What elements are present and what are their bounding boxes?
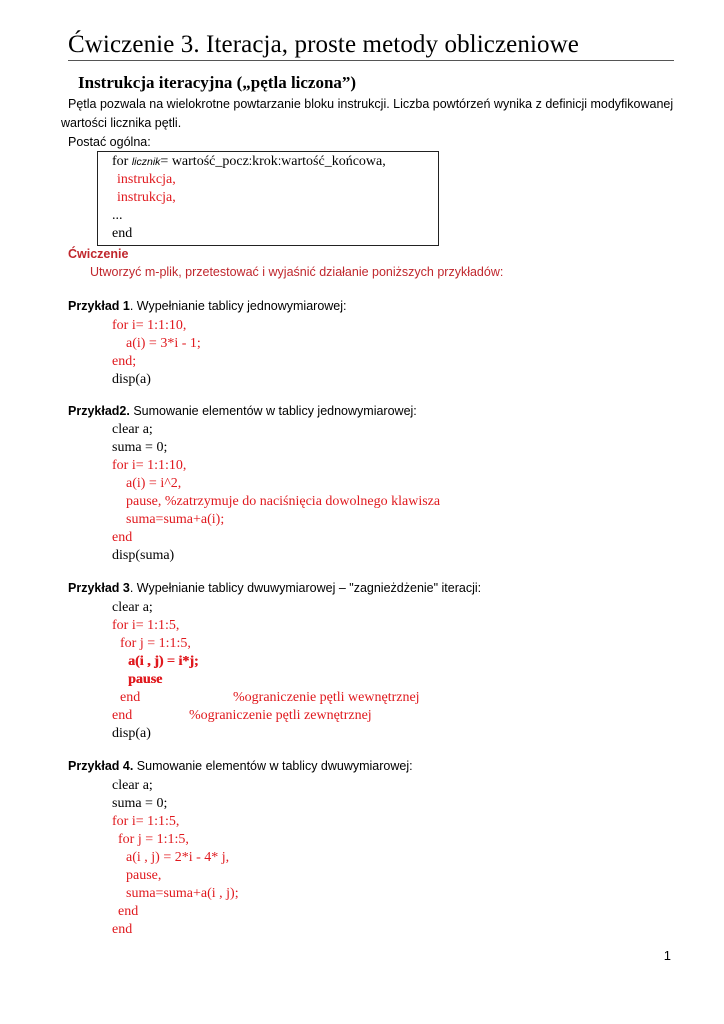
code-line: end [118, 904, 139, 919]
counter-text: licznik [131, 156, 161, 168]
code-line: a(i) = i^2, [126, 476, 182, 491]
general-form-line-4: ... [112, 208, 123, 223]
general-form-line-2: instrukcja, [117, 172, 176, 187]
code-line: for i= 1:1:5, [112, 618, 180, 633]
code-line: for j = 1:1:5, [120, 636, 191, 651]
code-comment: %ograniczenie pętli zewnętrznej [189, 708, 372, 723]
code-line: suma=suma+a(i , j); [126, 886, 239, 901]
page-number: 1 [663, 948, 671, 963]
example-4-desc: Sumowanie elementów w tablicy dwuwymiarowej: [133, 759, 413, 773]
general-form-label: Postać ogólna: [68, 135, 151, 149]
code-line: suma = 0; [112, 440, 168, 455]
code-line: a(i , j) = 2*i - 4* j, [126, 850, 230, 865]
code-line: disp(a) [112, 372, 151, 387]
example-1-desc: . Wypełnianie tablicy jednowymiarowej: [129, 299, 347, 313]
code-line: pause [128, 672, 163, 687]
general-form-line-3: instrukcja, [117, 190, 176, 205]
end-value-text: wartość_końcowa, [281, 154, 386, 169]
code-line: clear a; [112, 600, 153, 615]
code-line: for i= 1:1:10, [112, 318, 187, 333]
step-text: krok [252, 154, 278, 169]
code-line: end; [112, 354, 137, 369]
code-line: disp(suma) [112, 548, 175, 563]
example-2-heading [68, 404, 417, 418]
exercise-text: Utworzyć m-plik, przetestować i wyjaśnić działanie poniższych przykładów: [90, 265, 504, 279]
example-2-label: Przykład2. [68, 404, 130, 418]
code-line: for i= 1:1:5, [112, 814, 180, 829]
colon-2: : [277, 154, 282, 168]
page-title: Ćwiczenie 3. Iteracja, proste metody obliczeniowe [68, 31, 579, 58]
code-line: for j = 1:1:5, [118, 832, 189, 847]
example-1-label: Przykład 1 [68, 299, 130, 313]
colon-1: : [248, 154, 253, 168]
intro-line-2: wartości licznika pętli. [61, 116, 182, 130]
title-underline [68, 60, 674, 61]
code-line: pause, %zatrzymuje do naciśnięcia dowolnego klawisza [126, 494, 441, 509]
code-line: suma = 0; [112, 796, 168, 811]
example-1-heading [68, 299, 347, 313]
example-4-label: Przykład 4. [68, 759, 134, 773]
example-3-desc: . Wypełnianie tablicy dwuwymiarowej – "zagnieżdżenie" iteracji: [129, 581, 482, 595]
code-line: end [120, 690, 141, 705]
example-4-heading [68, 759, 413, 773]
general-form-line-5: end [112, 226, 133, 241]
exercise-label: Ćwiczenie [68, 247, 129, 261]
start-value-text: = wartość_pocz [160, 154, 249, 169]
code-line: for i= 1:1:10, [112, 458, 187, 473]
for-keyword: for [112, 154, 129, 169]
code-line: a(i) = 3*i - 1; [126, 336, 201, 351]
code-line: a(i , j) = i*j; [128, 654, 199, 669]
intro-line-1: Pętla pozwala na wielokrotne powtarzanie bloku instrukcji. Liczba powtórzeń wynika z definicji modyfikowanej [68, 97, 674, 111]
section-heading: Instrukcja iteracyjna („pętla liczona”) [78, 73, 357, 92]
code-comment: %ograniczenie pętli wewnętrznej [233, 690, 420, 705]
code-line: end [112, 708, 133, 723]
example-3-heading [68, 581, 481, 595]
code-line: end [112, 922, 133, 937]
example-3-label: Przykład 3 [68, 581, 130, 595]
code-line: disp(a) [112, 726, 151, 741]
code-line: end [112, 530, 133, 545]
code-line: clear a; [112, 778, 153, 793]
example-2-desc: Sumowanie elementów w tablicy jednowymiarowej: [129, 404, 417, 418]
code-line: suma=suma+a(i); [126, 512, 225, 527]
code-line: pause, [126, 868, 162, 883]
code-line: clear a; [112, 422, 153, 437]
general-form-line-1 [112, 154, 386, 170]
